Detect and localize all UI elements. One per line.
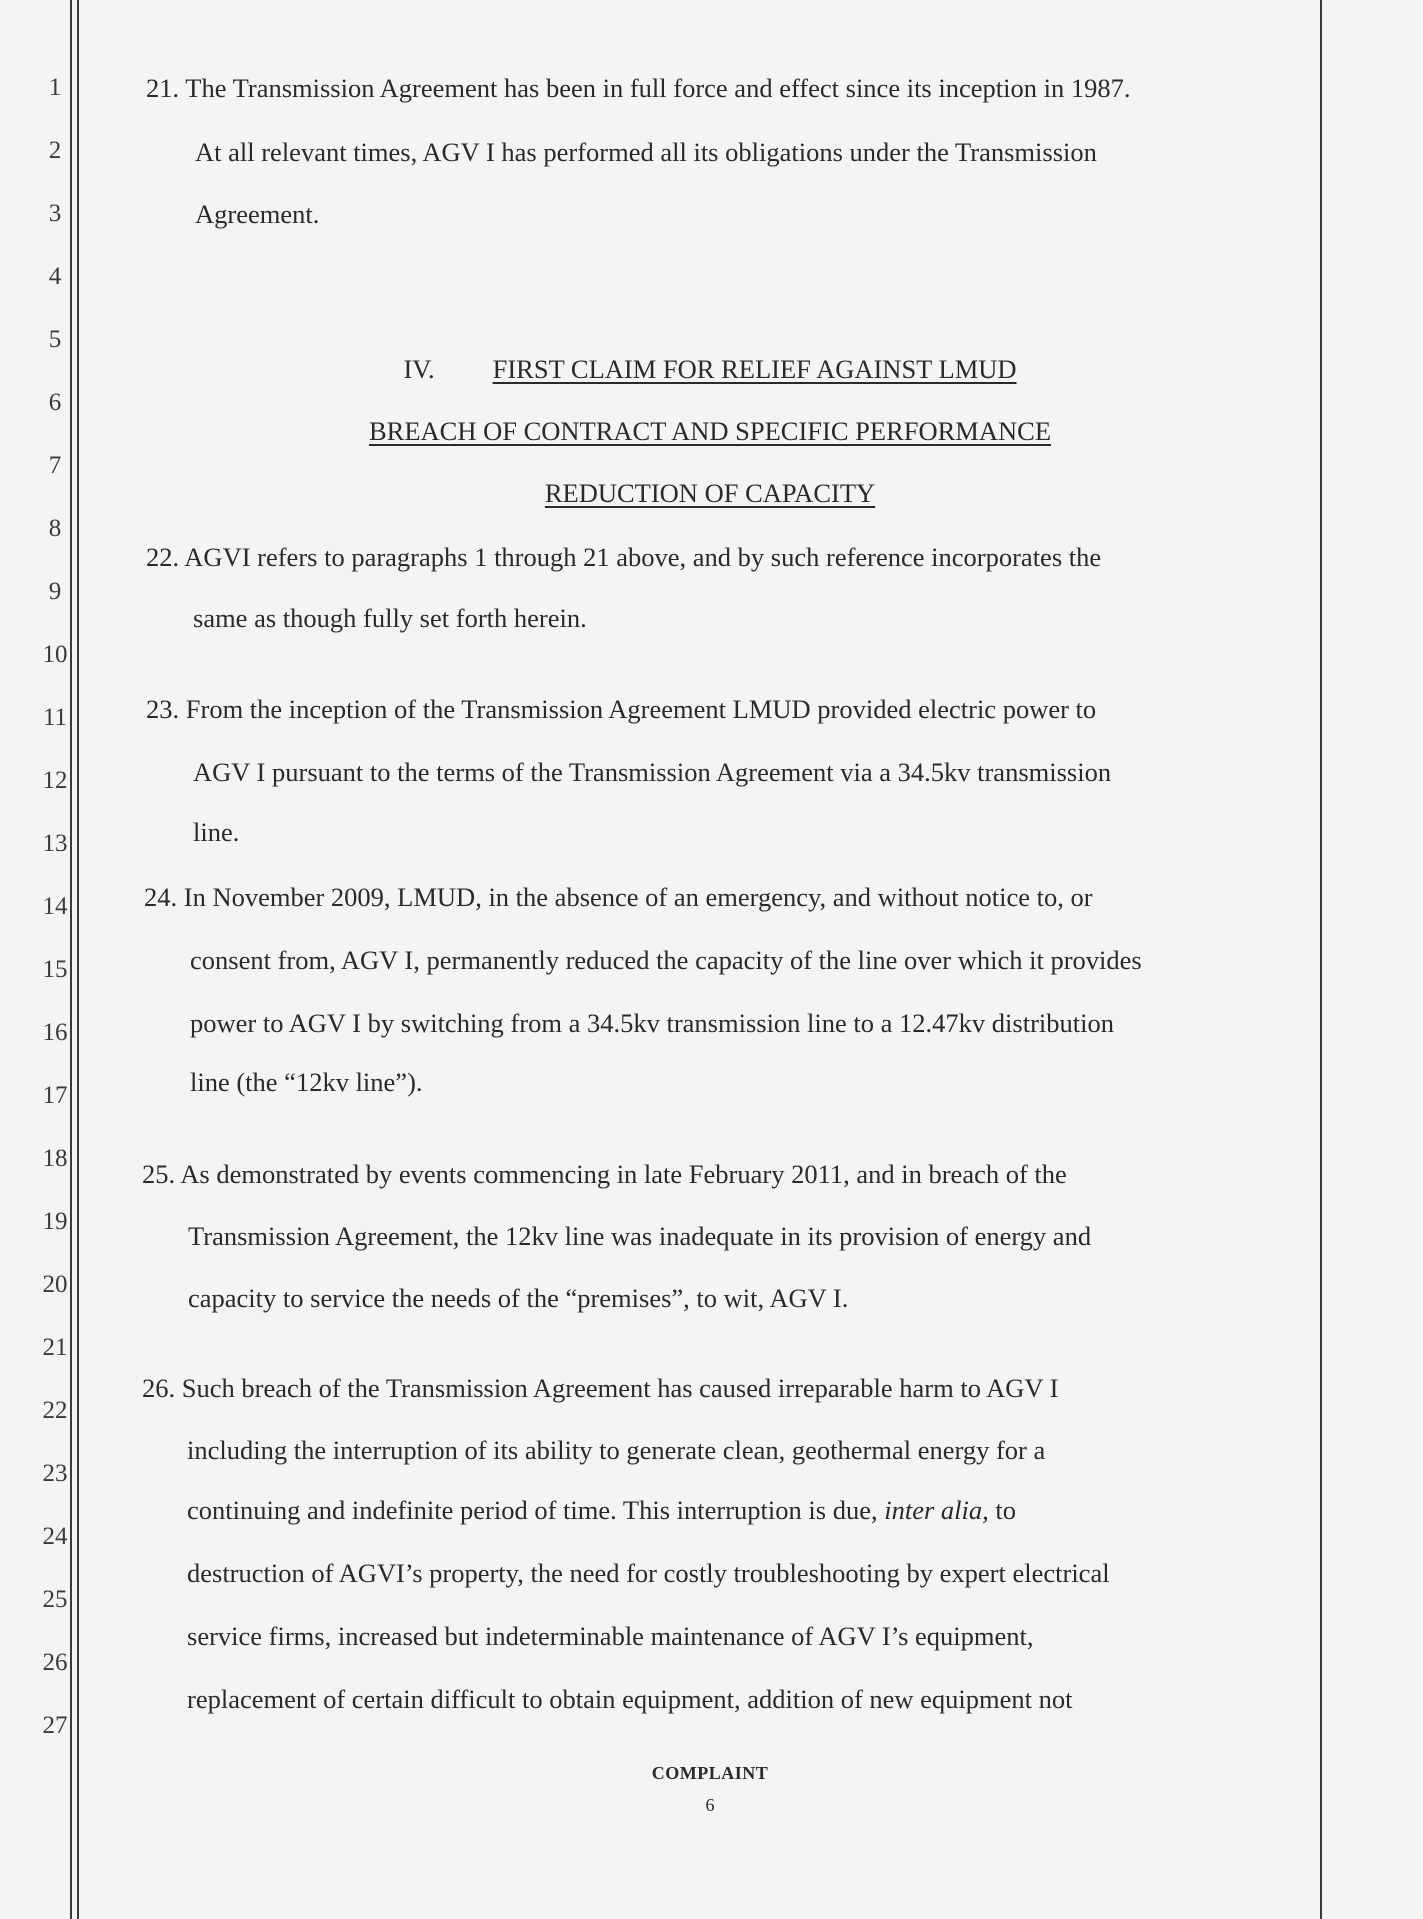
paragraph-line: including the interruption of its ability to generate clean, geothermal energy for a: [187, 1435, 1046, 1465]
paragraph-line: capacity to service the needs of the “premises”, to wit, AGV I.: [188, 1283, 849, 1313]
paragraph-line: line.: [193, 817, 240, 847]
paragraph-line: Agreement.: [195, 199, 320, 229]
line-number: 23: [42, 1460, 68, 1487]
line-number: 6: [48, 389, 62, 416]
line-number: 8: [48, 515, 62, 542]
line-number: 11: [42, 704, 68, 731]
line-number: 16: [42, 1019, 68, 1046]
left-margin-rule-inner: [77, 0, 79, 1919]
paragraph-line: 24. In November 2009, LMUD, in the absence of an emergency, and without notice to, or: [144, 882, 1093, 912]
line-number: 25: [42, 1586, 68, 1613]
line-number: 5: [48, 326, 62, 353]
heading-subtitle: REDUCTION OF CAPACITY: [544, 478, 876, 508]
line-number: 12: [42, 767, 68, 794]
paragraph-line: line (the “12kv line”).: [190, 1067, 423, 1097]
paragraph-line: 23. From the inception of the Transmission Agreement LMUD provided electric power to: [146, 694, 1097, 724]
line-number: 24: [42, 1523, 68, 1550]
right-margin-rule: [1320, 0, 1322, 1919]
line-number: 1: [48, 74, 62, 101]
paragraph-line: destruction of AGVI’s property, the need for costly troubleshooting by expert electrical: [187, 1558, 1110, 1588]
heading-subtitle: BREACH OF CONTRACT AND SPECIFIC PERFORMANCE: [368, 416, 1052, 446]
line-number: 21: [42, 1334, 68, 1361]
line-number: 15: [42, 956, 68, 983]
heading-title: FIRST CLAIM FOR RELIEF AGAINST LMUD: [492, 354, 1017, 384]
line-number: 26: [42, 1649, 68, 1676]
latin-phrase: inter alia,: [884, 1495, 989, 1525]
paragraph-line: 21. The Transmission Agreement has been in full force and effect since its inception in 1987.: [146, 73, 1131, 103]
paragraph-line: power to AGV I by switching from a 34.5kv transmission line to a 12.47kv distribution: [190, 1008, 1114, 1038]
paragraph-line: 26. Such breach of the Transmission Agreement has caused irreparable harm to AGV I: [142, 1373, 1059, 1403]
line-number: 4: [48, 263, 62, 290]
line-number: 20: [42, 1271, 68, 1298]
heading-title-line: [150, 353, 1270, 385]
line-number: 22: [42, 1397, 68, 1424]
line-number: 18: [42, 1145, 68, 1172]
line-number: 27: [42, 1712, 68, 1739]
line-number: 13: [42, 830, 68, 857]
paragraph-text: to: [988, 1495, 1016, 1525]
paragraph-line: 22. AGVI refers to paragraphs 1 through 21 above, and by such reference incorporates the: [146, 542, 1102, 572]
paragraph-line: At all relevant times, AGV I has performed all its obligations under the Transmission: [195, 137, 1097, 167]
footer-title: COMPLAINT: [651, 1763, 769, 1783]
line-number: 10: [42, 641, 68, 668]
paragraph-line: service firms, increased but indeterminable maintenance of AGV I’s equipment,: [187, 1621, 1034, 1651]
paragraph-line: replacement of certain difficult to obtain equipment, addition of new equipment not: [187, 1684, 1073, 1714]
paragraph-line: same as though fully set forth herein.: [193, 603, 587, 633]
line-number: 14: [42, 893, 68, 920]
page-number: 6: [705, 1795, 715, 1815]
line-number: 17: [42, 1082, 68, 1109]
line-number: 19: [42, 1208, 68, 1235]
line-number: 9: [48, 578, 62, 605]
paragraph-line: Transmission Agreement, the 12kv line was inadequate in its provision of energy and: [188, 1221, 1092, 1251]
line-number: 7: [48, 452, 62, 479]
paragraph-line: 25. As demonstrated by events commencing in late February 2011, and in breach of the: [142, 1159, 1067, 1189]
paragraph-line: consent from, AGV I, permanently reduced the capacity of the line over which it provides: [190, 945, 1142, 975]
paragraph-line: [187, 1494, 1016, 1526]
line-number: 3: [48, 200, 62, 227]
line-number: 2: [48, 137, 62, 164]
paragraph-line: AGV I pursuant to the terms of the Transmission Agreement via a 34.5kv transmission: [193, 757, 1112, 787]
paragraph-text: continuing and indefinite period of time. This interruption is due,: [187, 1495, 885, 1525]
section-number: IV.: [403, 354, 435, 384]
